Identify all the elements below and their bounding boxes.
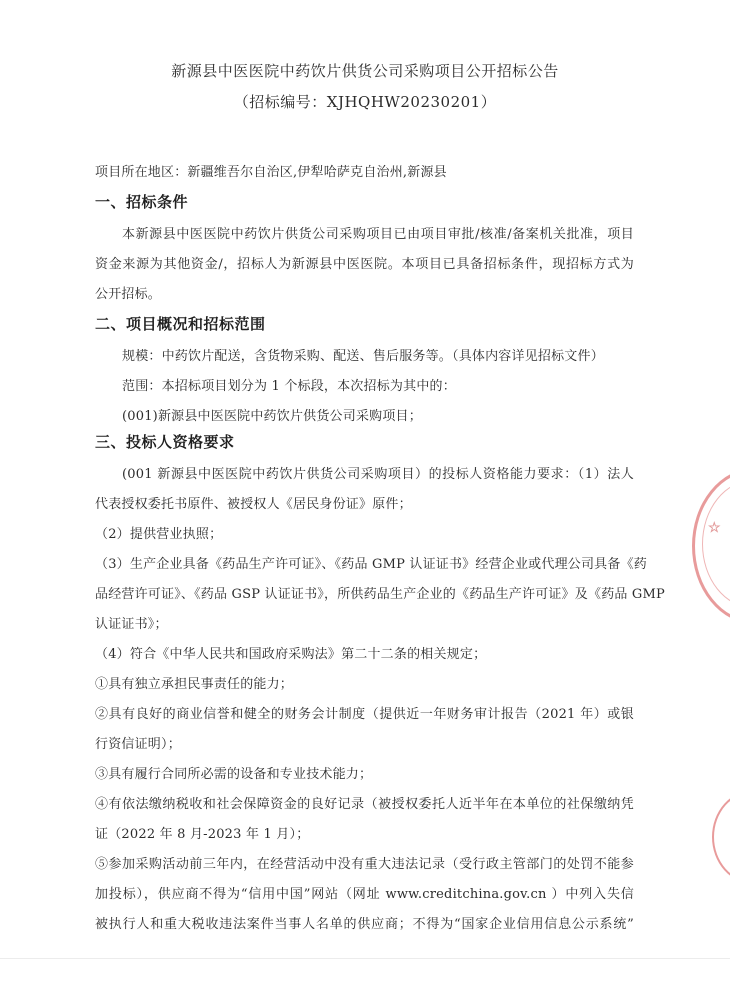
paragraph-line: 证（2022 年 8 月-2023 年 1 月）；	[95, 827, 310, 842]
paragraph-line: （2）提供营业执照；	[95, 527, 223, 542]
page-bottom-rule	[0, 958, 730, 959]
section-heading-conditions: 一、招标条件	[95, 193, 189, 211]
document-subtitle: （招标编号：XJHQHW20230201）	[233, 93, 497, 111]
section-heading-overview: 二、项目概况和招标范围	[95, 315, 266, 333]
paragraph-line: 行资信证明）；	[95, 737, 181, 752]
paragraph-line: 代表授权委托书原件、被授权人《居民身份证》原件；	[95, 497, 412, 512]
secondary-seal-stamp	[712, 790, 730, 884]
paragraph-line: (001)新源县中医医院中药饮片供货公司采购项目；	[122, 409, 422, 424]
paragraph-line: 规模：中药饮片配送，含货物采购、配送、售后服务等。（具体内容详见招标文件）	[122, 349, 604, 364]
paragraph-line: （4）符合《中华人民共和国政府采购法》第二十二条的相关规定；	[95, 647, 487, 662]
paragraph-line: 范围：本招标项目划分为 1 个标段，本次招标为其中的：	[122, 379, 456, 394]
section-heading-qualifications: 三、投标人资格要求	[95, 433, 235, 451]
paragraph-line: 加投标），供应商不得为“信用中国”网站（网址 www.creditchina.gov.cn ）中列入失信	[95, 887, 634, 902]
seal-mark-icon: ☆	[708, 520, 721, 536]
paragraph-line: 认证证书》；	[95, 617, 168, 632]
paragraph-line: ③具有履行合同所必需的设备和专业技术能力；	[95, 767, 373, 782]
paragraph-line: (001 新源县中医医院中药饮片供货公司采购项目）的投标人资格能力要求：（1）法人	[122, 467, 634, 482]
paragraph-line: 被执行人和重大税收违法案件当事人名单的供应商；不得为“国家企业信用信息公示系统”	[95, 917, 634, 932]
document-title: 新源县中医医院中药饮片供货公司采购项目公开招标公告	[171, 62, 559, 80]
paragraph-line: ②具有良好的商业信誉和健全的财务会计制度（提供近一年财务审计报告（2021 年）或银	[95, 707, 634, 722]
paragraph-line: 本新源县中医医院中药饮片供货公司采购项目已由项目审批/核准/备案机关批准，项目	[122, 227, 634, 242]
project-location: 项目所在地区：新疆维吾尔自治区,伊犁哈萨克自治州,新源县	[95, 165, 447, 180]
paragraph-line: ①具有独立承担民事责任的能力；	[95, 677, 294, 692]
paragraph-line: ④有依法缴纳税收和社会保障资金的良好记录（被授权委托人近半年在本单位的社保缴纳凭	[95, 797, 634, 812]
paragraph-line: （3）生产企业具备《药品生产许可证》、《药品 GMP 认证证书》经营企业或代理公司具备《药	[95, 557, 647, 572]
paragraph-line: 资金来源为其他资金/，招标人为新源县中医医院。本项目已具备招标条件，现招标方式为	[95, 257, 634, 272]
paragraph-line: 品经营许可证》、《药品 GSP 认证证书》，所供药品生产企业的《药品生产许可证》及《药品 GMP	[95, 587, 665, 602]
paragraph-line: 公开招标。	[95, 287, 162, 302]
paragraph-line: ⑤参加采购活动前三年内，在经营活动中没有重大违法记录（受行政主管部门的处罚不能参	[95, 857, 634, 872]
